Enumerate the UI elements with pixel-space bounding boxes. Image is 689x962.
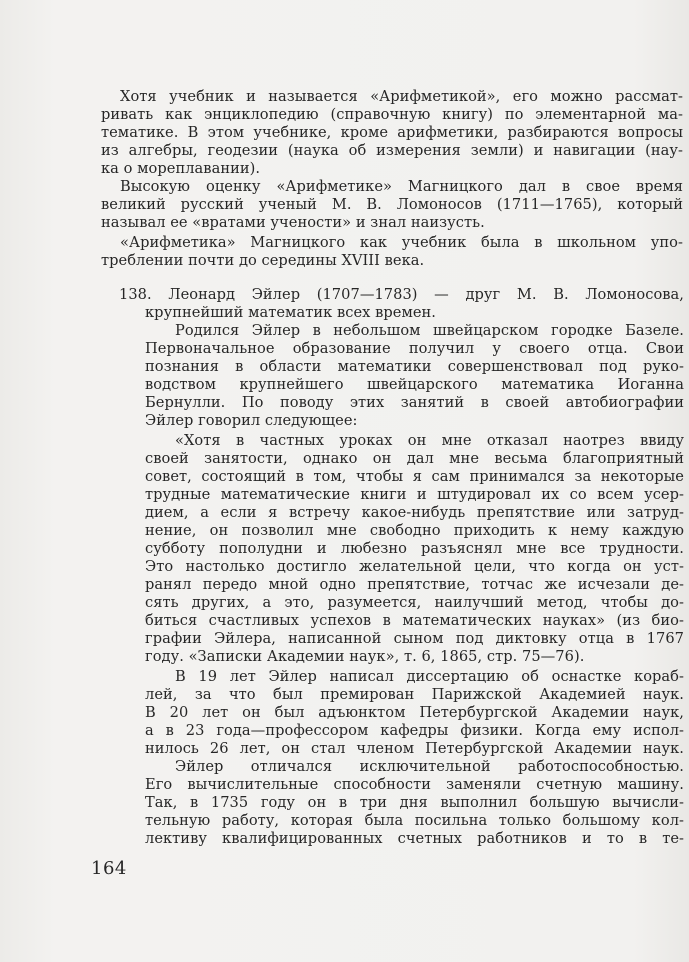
quote-line: нение, он позволил мне свободно приходить к нему каждую [145,522,684,539]
text-line: тельную работу, которая была посильна только большому кол- [145,812,684,829]
quote-line: субботу пополудни и любезно разъяснял мне все трудности. [145,540,684,557]
text-line: из алгебры, геодезии (наука об измерения земли) и навигации (нау- [101,142,683,159]
quote-line: дием, а если я встречу какое-нибудь препятствие или затруд- [145,504,684,521]
text-line: Так, в 1735 году он в три дня выполнил большую вычисли- [145,794,684,811]
quote-line: графии Эйлера, написанной сыном под диктовку отца в 1767 [145,630,684,647]
quote-line: своей занятости, однако он дал мне весьма благоприятный [145,450,684,467]
page-number: 164 [91,858,127,879]
text-line: Высокую оценку «Арифметике» Магницкого дал в свое время [120,178,683,195]
quote-line: совет, состоящий в том, чтобы я сам принимался за некоторые [145,468,684,485]
text-line: Эйлер говорил следующее: [145,412,358,429]
text-line: «Арифметика» Магницкого как учебник была в школьном упо- [120,234,683,251]
section-heading-line: 138. Леонард Эйлер (1707—1783) — друг М. В. Ломоносова, [119,286,684,303]
text-line: великий русский ученый М. В. Ломоносов (1711—1765), который [101,196,683,213]
text-line: Родился Эйлер в небольшом швейцарском городке Базеле. [175,322,684,339]
quote-line: биться счастливых успехов в математических науках» (из био- [145,612,684,629]
quote-line: году. «Записки Академии наук», т. 6, 1865, стр. 75—76). [145,648,585,665]
text-line: В 19 лет Эйлер написал диссертацию об оснастке кораб- [175,668,684,685]
text-line: лей, за что был премирован Парижской Академией наук. [145,686,684,703]
text-line: ка о мореплавании). [101,160,261,177]
text-line: а в 23 года—профессором кафедры физики. Когда ему испол- [145,722,684,739]
text-line: лективу квалифицированных счетных работников и то в те- [145,830,684,847]
quote-line: сять других, а это, разумеется, наилучший метод, чтобы до- [145,594,684,611]
text-line: Эйлер отличался исключительной работоспособностью. [175,758,684,775]
text-line: Первоначальное образование получил у своего отца. Свои [145,340,684,357]
text-line: В 20 лет он был адъюнктом Петербургской Академии наук, [145,704,684,721]
quote-line: Это настолько достигло желательной цели, что когда он уст- [145,558,684,575]
quote-line: трудные математические книги и штудировал их со всем усер- [145,486,684,503]
text-line: познания в области математики совершенствовал под руко- [145,358,684,375]
text-line: Его вычислительные способности заменяли счетную машину. [145,776,684,793]
text-line: Бернулли. По поводу этих занятий в своей автобиографии [145,394,684,411]
text-line: треблении почти до середины XVIII века. [101,252,425,269]
quote-line: ранял передо мной одно препятствие, тотчас же исчезали де- [145,576,684,593]
text-line: называл ее «вратами учености» и знал наизусть. [101,214,485,231]
text-line: ривать как энциклопедию (справочную книгу) по элементарной ма- [101,106,683,123]
text-line: водством крупнейшего швейцарского математика Иоганна [145,376,684,393]
text-line: Хотя учебник и называется «Арифметикой», его можно рассмат- [120,88,683,105]
text-line: крупнейший математик всех времен. [145,304,436,321]
quote-line: «Хотя в частных уроках он мне отказал наотрез ввиду [175,432,684,449]
text-line: тематике. В этом учебнике, кроме арифметики, разбираются вопросы [101,124,683,141]
text-line: нилось 26 лет, он стал членом Петербургской Академии наук. [145,740,684,757]
